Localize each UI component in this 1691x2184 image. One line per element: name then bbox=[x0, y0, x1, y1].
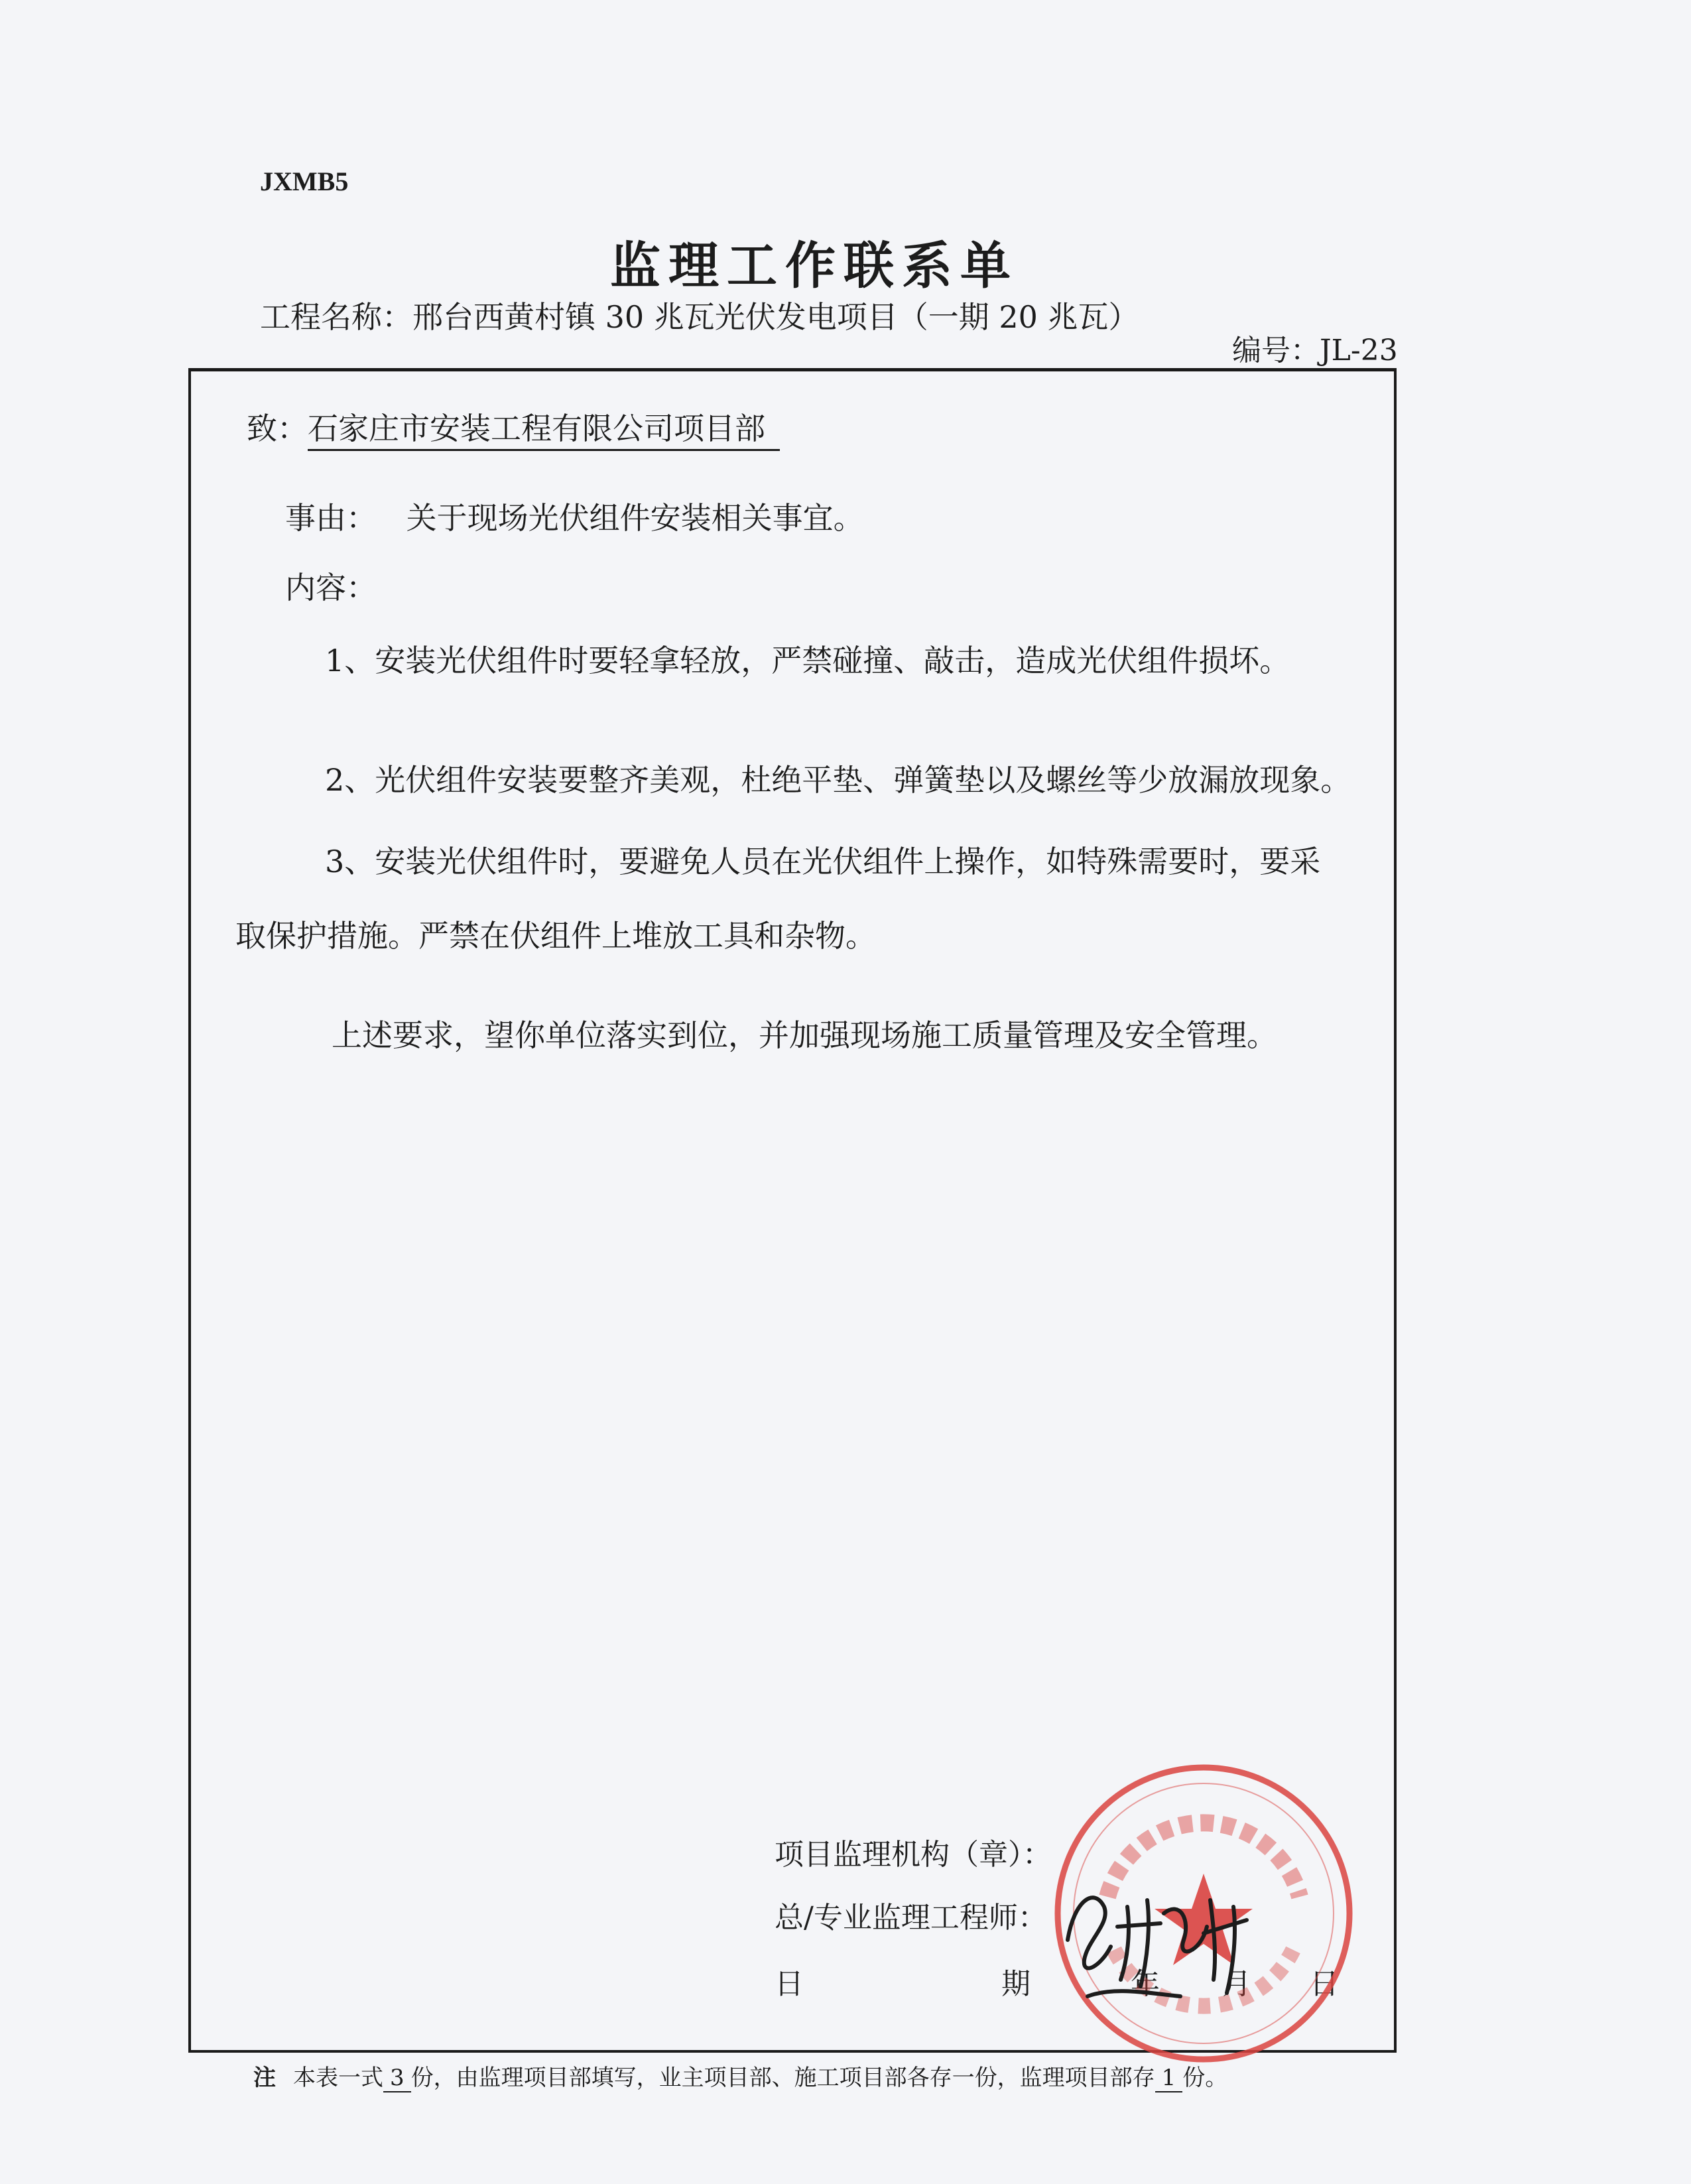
serial-value: JL-23 bbox=[1320, 334, 1398, 367]
serial-label: 编号： bbox=[1232, 334, 1320, 367]
date-label-day: 日 bbox=[775, 1967, 804, 2001]
date-month-label: 月 bbox=[1222, 1967, 1251, 2001]
content-item-3-line-2: 取保护措施。严禁在伏组件上堆放工具和杂物。 bbox=[235, 918, 876, 954]
footnote bbox=[253, 2059, 1227, 2092]
form-code: JXMB5 bbox=[260, 166, 349, 196]
org-seal-label: 项目监理机构（章）： bbox=[775, 1838, 1052, 1872]
document-title: 监理工作联系单 bbox=[610, 236, 1019, 295]
project-label: 工程名称： bbox=[260, 299, 412, 335]
handwritten-signature-icon bbox=[1048, 1860, 1286, 2020]
footnote-copies-kept: 1 bbox=[1155, 2065, 1183, 2092]
footnote-text-2: 份，由监理项目部填写，业主项目部、施工项目部各存一份，监理项目部存 bbox=[410, 2065, 1155, 2091]
content-item-2: 2、光伏组件安装要整齐美观，杜绝平垫、弹簧垫以及螺丝等少放漏放现象。 bbox=[325, 762, 1351, 798]
footnote-text-1: 本表一式 bbox=[293, 2065, 383, 2091]
content-label: 内容： bbox=[285, 570, 377, 606]
date-year-label: 年 bbox=[1131, 1967, 1160, 2001]
serial-number bbox=[1232, 326, 1398, 369]
content-item-3-line-1: 3、安装光伏组件时，要避免人员在光伏组件上操作，如特殊需要时，要采 bbox=[325, 844, 1321, 879]
footnote-label: 注 bbox=[253, 2065, 276, 2091]
footnote-text-3: 份。 bbox=[1182, 2065, 1228, 2091]
project-name: 邢台西黄村镇 30 兆瓦光伏发电项目（一期 20 兆瓦） bbox=[412, 299, 1139, 335]
subject-text: 关于现场光伏组件安装相关事宜。 bbox=[406, 500, 864, 536]
date-label-period: 期 bbox=[1001, 1967, 1031, 2001]
content-item-1: 1、安装光伏组件时要轻拿轻放，严禁碰撞、敲击，造成光伏组件损坏。 bbox=[325, 643, 1290, 678]
closing-paragraph: 上述要求，望你单位落实到位，并加强现场施工质量管理及安全管理。 bbox=[332, 1017, 1277, 1053]
subject-label: 事由： bbox=[285, 500, 377, 536]
date-day-label: 日 bbox=[1310, 1967, 1339, 2001]
project-line bbox=[260, 293, 1139, 337]
recipient-label: 致： bbox=[247, 411, 308, 446]
engineer-label: 总/专业监理工程师： bbox=[775, 1901, 1047, 1935]
footnote-copies-total: 3 bbox=[383, 2065, 411, 2092]
subject-line bbox=[285, 494, 864, 538]
recipient-line bbox=[247, 405, 780, 448]
recipient-name: 石家庄市安装工程有限公司项目部 bbox=[308, 411, 780, 451]
